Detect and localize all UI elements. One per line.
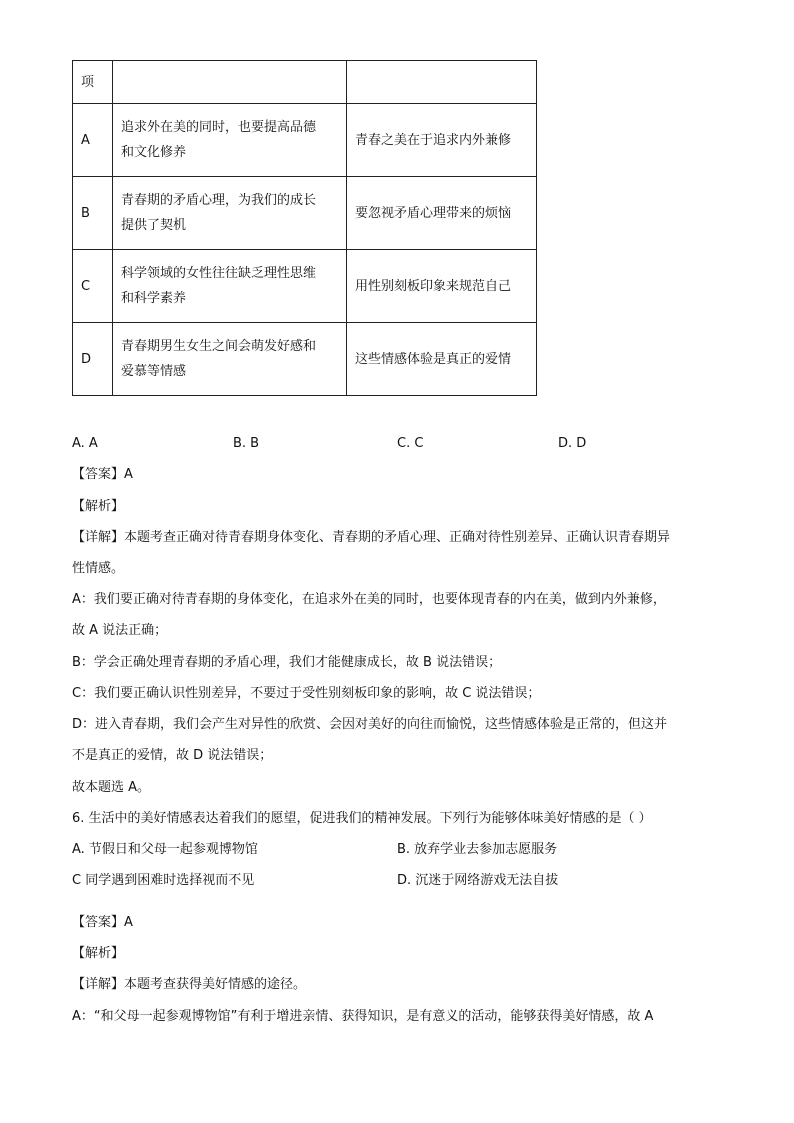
q6-stem: 6. 生活中的美好情感表达着我们的愿望，促进我们的精神发展。下列行为能够体味美好情感的是（ ） [72, 811, 652, 826]
table-row [73, 250, 537, 323]
q6-analysis-heading: 【解析】 [72, 946, 125, 961]
row-id: B [73, 177, 113, 250]
table-row [73, 323, 537, 396]
row-comment: 要忽视矛盾心理带来的烦恼 [347, 177, 537, 250]
q5-explain-a: 故 A 说法正确； [72, 623, 168, 638]
q6-answer: 【答案】A [72, 915, 133, 930]
q5-explain-b: B：学会正确处理青春期的矛盾心理，我们才能健康成长，故 B 说法错误； [72, 655, 502, 670]
q6-option-c: C 同学遇到困难时选择视而不见 [72, 873, 255, 888]
row-statement: 青春期的矛盾心理，为我们的成长 提供了契机 [113, 177, 347, 250]
q5-detail-line: 性情感。 [72, 561, 125, 576]
table-row [73, 177, 537, 250]
q6-option-a: A. 节假日和父母一起参观博物馆 [72, 842, 258, 857]
q5-answer: 【答案】A [72, 467, 133, 482]
table-row [73, 104, 537, 177]
q5-explain-c: C：我们要正确认识性别差异，不要过于受性别刻板印象的影响，故 C 说法错误； [72, 686, 541, 701]
q5-explain-d: 不是真正的爱情，故 D 说法错误； [72, 748, 273, 763]
q6-explain-a: A：“和父母一起参观博物馆”有利于增进亲情、获得知识，是有意义的活动，能够获得美好情感，故 A [72, 1009, 654, 1024]
table-header-cell: 项 [73, 61, 113, 104]
table-header-cell [113, 61, 347, 104]
row-id: A [73, 104, 113, 177]
q6-option-b: B. 放弃学业去参加志愿服务 [397, 842, 558, 857]
option-d: D. D [558, 436, 587, 451]
option-a: A. A [72, 436, 98, 451]
q5-conclusion: 故本题选 A。 [72, 780, 151, 795]
table-header-row [73, 61, 537, 104]
option-c: C. C [397, 436, 424, 451]
row-statement: 青春期男生女生之间会萌发好感和 爱慕等情感 [113, 323, 347, 396]
row-comment: 这些情感体验是真正的爱情 [347, 323, 537, 396]
option-b: B. B [233, 436, 260, 451]
q6-detail: 【详解】本题考查获得美好情感的途径。 [72, 977, 307, 992]
q5-analysis-heading: 【解析】 [72, 499, 125, 514]
row-id: C [73, 250, 113, 323]
row-comment: 用性别刻板印象来规范自己 [347, 250, 537, 323]
table-header-cell [347, 61, 537, 104]
q5-explain-a: A：我们要正确对待青春期的身体变化，在追求外在美的同时，也要体现青春的内在美，做到内外兼修， [72, 592, 666, 607]
row-id: D [73, 323, 113, 396]
q6-option-d: D. 沉迷于网络游戏无法自拔 [397, 873, 559, 888]
q5-detail-line: 【详解】本题考查正确对待青春期身体变化、青春期的矛盾心理、正确对待性别差异、正确认识青春期异 [72, 530, 671, 545]
row-statement: 科学领域的女性往往缺乏理性思维 和科学素养 [113, 250, 347, 323]
row-comment: 青春之美在于追求内外兼修 [347, 104, 537, 177]
row-statement: 追求外在美的同时，也要提高品德 和文化修养 [113, 104, 347, 177]
q5-explain-d: D：进入青春期，我们会产生对异性的欣赏、会因对美好的向往而愉悦，这些情感体验是正常的，但这并 [72, 717, 668, 732]
question-table [72, 60, 537, 396]
